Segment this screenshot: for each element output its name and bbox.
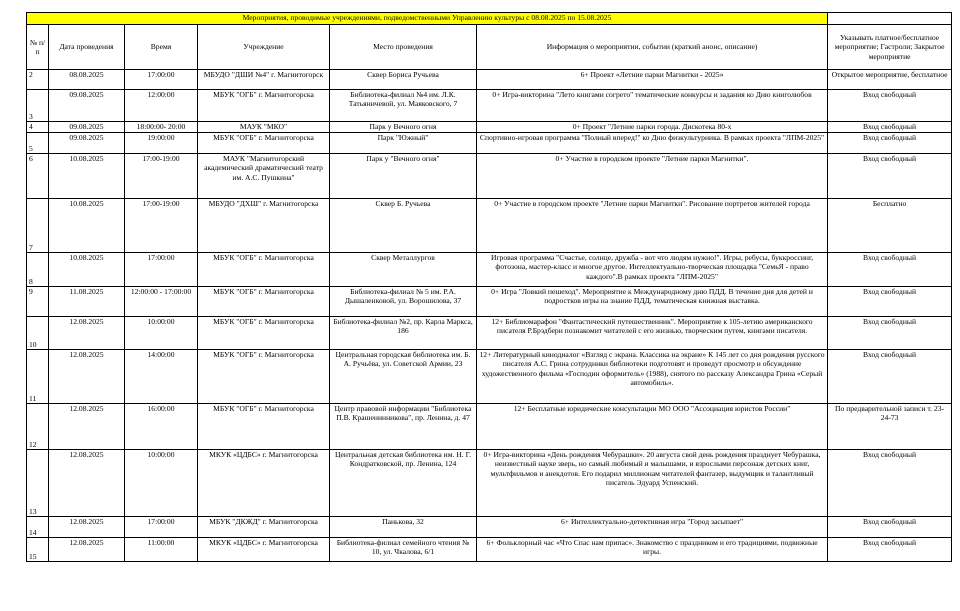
row-organization: МБУДО "ДШИ №4" г. Магнитогорск xyxy=(198,70,330,90)
row-organization: МКУК «ЦДБС» г. Магнитогорска xyxy=(198,538,330,562)
row-date: 12.08.2025 xyxy=(49,317,125,350)
table-row xyxy=(27,199,952,253)
row-time: 10:00:00 xyxy=(125,317,198,350)
row-date: 12.08.2025 xyxy=(49,517,125,538)
row-date: 09.08.2025 xyxy=(49,122,125,133)
row-date: 12.08.2025 xyxy=(49,404,125,450)
header-org: Учреждение xyxy=(198,25,330,70)
row-time: 17:00-19:00 xyxy=(125,199,198,253)
row-access: По предварительной записи т. 23-24-73 xyxy=(828,404,952,450)
row-date: 10.08.2025 xyxy=(49,253,125,287)
row-time: 17:00:00 xyxy=(125,517,198,538)
row-access: Вход свободный xyxy=(828,133,952,154)
row-place: Центр правовой информации "Библиотека П.В. Крашенинникова", пр. Ленина, д. 47 xyxy=(330,404,477,450)
row-place: Парк у Вечного огня xyxy=(330,122,477,133)
row-info: 12+ Литературный кинодиалог «Взгляд с экрана. Классика на экране» К 145 лет со дня рождения русского писателя А.С. Грина сотрудники библиотеки подготовят и проведут просмотр и обсуждение художественного фильма «Господин оформитель» (1988), снятого по рассказу Александра Грина «Серый автомобиль». xyxy=(477,350,828,404)
table-row xyxy=(27,133,952,154)
row-info: Игровая программа "Счастье, солнце, дружба - вот что людям нужно!". Игры, ребусы, буккроссинг, фотозона, мастер-класс и многое другое. Интеллектуально-творческая площадка "СемьЯ - право каждого".В рамках проекта "ЛПМ-2025" xyxy=(477,253,828,287)
row-organization: МАУК "Магнитогорский академический драматический театр им. А.С. Пушкина" xyxy=(198,154,330,199)
row-organization: МБУК "ОГБ" г. Магнитогорска xyxy=(198,287,330,317)
row-place: Сквер Бориса Ручьева xyxy=(330,70,477,90)
row-time: 17:00-19:00 xyxy=(125,154,198,199)
title-row xyxy=(27,13,952,25)
title-blank-cell xyxy=(828,13,952,25)
row-place: Парк у "Вечного огня" xyxy=(330,154,477,199)
row-place: Центральная детская библиотека им. Н. Г. Кондратковской, пр. Ленина, 124 xyxy=(330,450,477,517)
row-info: 6+ Проект «Летние парки Магнитки - 2025» xyxy=(477,70,828,90)
row-access: Вход свободный xyxy=(828,122,952,133)
row-info: 0+ Игра-викторина «День рождения Чебурашки». 20 августа свой день рождения празднует Чебурашка, неизвестный науке зверь, но самый любимый и малышами, и взрослыми персонаж детских книг, мультфильмов и анекдотов. Его подарил миллионам читателей фантазер, выдумщик и талантливый писатель Эдуард Успенский. xyxy=(477,450,828,517)
row-place: Библиотека-филиал №4 им. Л.К. Татьяничевой, ул. Маяковского, 7 xyxy=(330,90,477,122)
row-place: Парк "Южный" xyxy=(330,133,477,154)
row-time: 16:00:00 xyxy=(125,404,198,450)
header-date: Дата проведения xyxy=(49,25,125,70)
events-table xyxy=(26,12,952,562)
row-date: 12.08.2025 xyxy=(49,350,125,404)
table-row xyxy=(27,404,952,450)
row-organization: МБУК "ОГБ" г. Магнитогорска xyxy=(198,317,330,350)
row-time: 12:00:00 - 17:00:00 xyxy=(125,287,198,317)
table-row xyxy=(27,517,952,538)
row-place: Библиотека-филиал семейного чтения № 10, ул. Чкалова, 6/1 xyxy=(330,538,477,562)
row-number: 2 xyxy=(27,70,49,90)
row-info: 0+ Проект "Летние парки города. Дискотека 80-х xyxy=(477,122,828,133)
row-access: Открытое мероприятие, бесплатное xyxy=(828,70,952,90)
row-date: 09.08.2025 xyxy=(49,90,125,122)
row-access: Вход свободный xyxy=(828,154,952,199)
row-number: 14 xyxy=(27,517,49,538)
row-number: 3 xyxy=(27,90,49,122)
row-info: 12+ Бесплатные юридические консультации МО ООО "Ассоциация юристов России" xyxy=(477,404,828,450)
header-num: № п/п xyxy=(27,25,49,70)
row-time: 10:00:00 xyxy=(125,450,198,517)
table-row xyxy=(27,450,952,517)
table-row xyxy=(27,538,952,562)
row-number: 6 xyxy=(27,154,49,199)
row-organization: МБУК "ДКЖД" г. Магнитогорска xyxy=(198,517,330,538)
table-body xyxy=(27,70,952,562)
row-date: 11.08.2025 xyxy=(49,287,125,317)
row-info: 0+ Игра "Ловкий пешеход". Мероприятие к Международному дню ПДД. В течение дня для детей и подростков игры на знание ПДД, тематическая книжная выставка. xyxy=(477,287,828,317)
row-time: 17:00:00 xyxy=(125,70,198,90)
row-organization: МБУК "ОГБ" г. Магнитогорска xyxy=(198,404,330,450)
row-access: Вход свободный xyxy=(828,350,952,404)
row-date: 10.08.2025 xyxy=(49,199,125,253)
row-date: 09.08.2025 xyxy=(49,133,125,154)
row-number: 15 xyxy=(27,538,49,562)
table-title: Мероприятия, проводимые учреждениями, подведомственными Управлению культуры с 08.08.2025 по 15.08.2025 xyxy=(27,13,828,25)
row-place: Сквер Б. Ручьева xyxy=(330,199,477,253)
row-number: 11 xyxy=(27,350,49,404)
row-info: 0+ Участие в городском проекте "Летние парки Магнитки". xyxy=(477,154,828,199)
row-time: 12:00:00 xyxy=(125,90,198,122)
row-info: Спортивно-игровая программа "Полный вперед!" ко Дню физкультурника. В рамках проекта "ЛПМ-2025" xyxy=(477,133,828,154)
row-place: Библиотека-филиал №2, пр. Карла Маркса, 186 xyxy=(330,317,477,350)
row-place: Центральная городская библиотека им. Б. А. Ручьёва, ул. Советской Армии, 23 xyxy=(330,350,477,404)
row-place: Сквер Металлургов xyxy=(330,253,477,287)
row-organization: МБУДО "ДХШ" г. Магнитогорска xyxy=(198,199,330,253)
row-access: Бесплатно xyxy=(828,199,952,253)
row-access: Вход свободный xyxy=(828,517,952,538)
row-number: 10 xyxy=(27,317,49,350)
table-row xyxy=(27,70,952,90)
row-access: Вход свободный xyxy=(828,538,952,562)
row-place: Библиотека-филиал № 5 им. Р.А. Дышаленковой, ул. Ворошилова, 37 xyxy=(330,287,477,317)
row-number: 4 xyxy=(27,122,49,133)
row-date: 12.08.2025 xyxy=(49,538,125,562)
header-row xyxy=(27,25,952,70)
table-row xyxy=(27,122,952,133)
header-info: Информация о мероприятии, событии (краткий анонс, описание) xyxy=(477,25,828,70)
row-access: Вход свободный xyxy=(828,450,952,517)
row-organization: МБУК "ОГБ" г. Магнитогорска xyxy=(198,90,330,122)
row-time: 11:00:00 xyxy=(125,538,198,562)
row-organization: МКУК «ЦДБС» г. Магнитогорска xyxy=(198,450,330,517)
row-date: 10.08.2025 xyxy=(49,154,125,199)
row-info: 0+ Участие в городском проекте "Летние парки Магнитки". Рисование портретов жителей города xyxy=(477,199,828,253)
row-organization: МБУК "ОГБ" г. Магнитогорска xyxy=(198,350,330,404)
row-access: Вход свободный xyxy=(828,317,952,350)
row-number: 5 xyxy=(27,133,49,154)
row-info: 12+ Библиомарафон "Фантастический путешественник". Мероприятие к 105-летию американского писателя Р.Брэдбери познакомит читателей с его жизнью, творческим путем, книгами писателя. xyxy=(477,317,828,350)
row-number: 12 xyxy=(27,404,49,450)
row-info: 6+ Фольклорный час «Что Спас нам припас». Знакомство с праздником и его традициями, подвижные игры. xyxy=(477,538,828,562)
row-time: 17:00:00 xyxy=(125,253,198,287)
row-organization: МБУК "ОГБ" г. Магнитогорска xyxy=(198,253,330,287)
table-row xyxy=(27,287,952,317)
table-row xyxy=(27,350,952,404)
row-date: 12.08.2025 xyxy=(49,450,125,517)
header-access: Указывать платное/бесплатное мероприятие; Гастроли; Закрытое мероприятие xyxy=(828,25,952,70)
row-number: 8 xyxy=(27,253,49,287)
row-date: 08.08.2025 xyxy=(49,70,125,90)
header-place: Место проведения xyxy=(330,25,477,70)
row-number: 13 xyxy=(27,450,49,517)
row-organization: МАУК "МКО" xyxy=(198,122,330,133)
row-number: 7 xyxy=(27,199,49,253)
row-number: 9 xyxy=(27,287,49,317)
table-row xyxy=(27,90,952,122)
row-time: 19:00:00 xyxy=(125,133,198,154)
table-row xyxy=(27,253,952,287)
row-organization: МБУК "ОГБ" г. Магнитогорска xyxy=(198,133,330,154)
row-time: 18:00:00- 20:00 xyxy=(125,122,198,133)
row-time: 14:00:00 xyxy=(125,350,198,404)
table-row xyxy=(27,317,952,350)
table-row xyxy=(27,154,952,199)
header-time: Время xyxy=(125,25,198,70)
row-access: Вход свободный xyxy=(828,253,952,287)
row-info: 6+ Интеллектуально-детективная игра "Город засыпает" xyxy=(477,517,828,538)
row-access: Вход свободный xyxy=(828,287,952,317)
row-place: Панькова, 32 xyxy=(330,517,477,538)
row-info: 0+ Игра-викторина "Лето книгами согрето" тематические конкурсы и задания ко Дню книголюбов xyxy=(477,90,828,122)
row-access: Вход свободный xyxy=(828,90,952,122)
